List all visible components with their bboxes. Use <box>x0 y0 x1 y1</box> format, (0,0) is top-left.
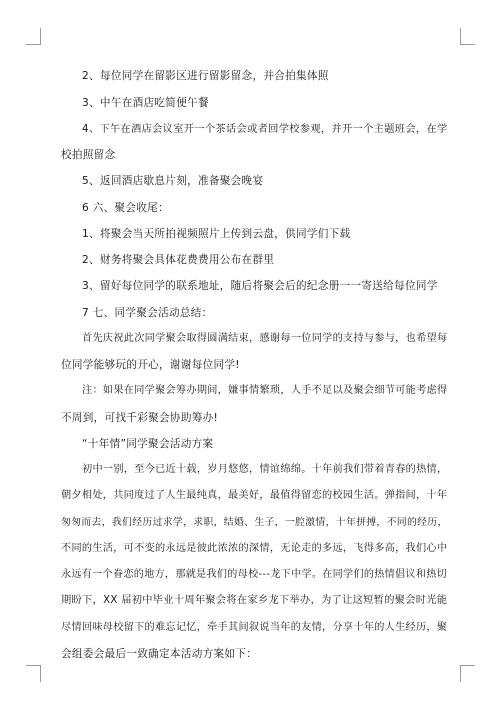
text-line: 朝夕相处，共同度过了人生最纯真，最美好，最值得留恋的校园生活。弹指间，十年 <box>61 490 448 501</box>
crop-mark-top-left <box>26 28 41 45</box>
text-line: 2、财务将聚会具体花费费用公布在群里 <box>82 254 275 266</box>
text-line: 期盼下，XX 届初中毕业十周年聚会将在家乡龙下举办，为了让这短暂的聚会时光能 <box>61 595 448 606</box>
text-line: 3、中午在酒店吃简便午餐 <box>82 97 209 109</box>
text-line: 会组委会最后一致确定本活动方案如下： <box>61 648 258 660</box>
crop-mark-top-right <box>460 28 475 45</box>
text-line: 尽情回味母校留下的难忘记忆，牵手其间叙说当年的友情，分享十年的人生经历，聚 <box>61 622 448 633</box>
note-line: 注：如果在同学聚会筹办期间，嫌事情繁琐，人手不足以及聚会细节可能考虑得 <box>82 385 448 396</box>
document-subtitle: “十年情”同学聚会活动方案 <box>82 438 214 450</box>
text-line: 5、返回酒店歇息片刻，准备聚会晚宴 <box>82 175 264 187</box>
text-line: 4、下午在酒店会议室开一个茶话会或者回学校参观，并开一个主题班会，在学 <box>82 123 448 135</box>
text-line: 3、留好每位同学的联系地址，随后将聚会后的纪念册一一寄送给每位同学 <box>82 280 438 292</box>
text-line: 校拍照留念 <box>61 149 116 161</box>
text-line: 永远有一个眷恋的地方，那就是我们的母校---龙下中学。在同学们的热情倡议和热切 <box>61 569 447 580</box>
text-line: 初中一别，至今已近十载，岁月悠悠，情谊绵绵。十年前我们带着青春的热情， <box>82 464 448 475</box>
text-line: 不同的生活，可不变的永远是彼此浓浓的深情，无论走的多远，飞得多高，我们心中 <box>61 543 448 554</box>
text-line: 位同学能够玩的开心，谢谢每位同学! <box>61 359 240 371</box>
text-line: 匆匆而去，我们经历过求学，求职，结婚、生子，一腔激情，十年拼搏，不同的经历， <box>61 517 448 528</box>
note-line: 不周到，可找千彩聚会协助筹办! <box>61 412 219 424</box>
text-line: 1、将聚会当天所拍视频照片上传到云盘，供同学们下载 <box>82 228 351 240</box>
crop-mark-bottom-right <box>460 665 475 682</box>
crop-mark-bottom-left <box>26 665 41 682</box>
text-line: 2、每位同学在留影区进行留影留念，并合拍集体照 <box>82 70 329 82</box>
section-heading: 6 六、聚会收尾： <box>82 202 169 214</box>
section-heading: 7 七、同学聚会活动总结： <box>82 307 213 319</box>
text-line: 首先庆祝此次同学聚会取得圆满结束，感谢每一位同学的支持与参与，也希望每 <box>82 333 448 344</box>
